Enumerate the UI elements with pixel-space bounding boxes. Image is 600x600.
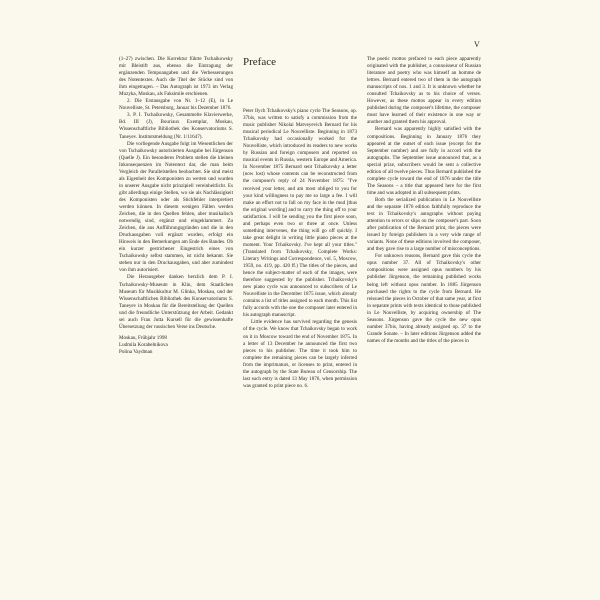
signature-name: Ludmila Korabelnikova (119, 341, 168, 348)
paragraph: Die Herausgeber danken herzlich dem P. I. Tschaikowsky-Museum in Klin, dem Staatlichen Museum für Musikkultur M. Glinka, Moskau, und der Wissenschaftlichen Bibliothek des Konservatoriums S. Taneyev in Moskau für die Bereitstellung der Quellen und die freundliche Unterstützung der Arbeit. Gedankt sei auch Frau Jutta Kursell für die gewissenhafte Übersetzung der russischen Verse ins Deutsche. (119, 274, 233, 330)
paragraph: The poetic mottos prefaced to each piece apparently originated with the publisher, a connoisseur of Russian literature and poetry who was himself an homme de lettres. Bernard entered two of them in the autograph manuscripts of nos. 1 and 3. It is unknown whether he consulted Tchaikovsky as to his choice of verses. However, as these mottos appear in every edition published during the composer's lifetime, the composer must have learned of their existence in one way or another and granted them his approval. (367, 56, 481, 126)
preface-heading: Preface (243, 56, 276, 68)
signature-block (119, 335, 233, 356)
signature-place-date: Moskau, Frühjahr 1998 (119, 334, 167, 341)
paragraph: For unknown reasons, Bernard gave this cycle the opus number 37. All of Tchaikovsky's other compositions were assigned opus numbers by his publisher Jürgenson, the remaining published works being left without opus number. In 1885 Jürgenson purchased the rights to the cycle from Bernard. He reissued the pieces in October of that same year, at first in separate prints with texts identical to those published in Le Nouvelliste, by acquiring ownership of The Seasons. Jürgenson gave the cycle the new opus number 37bis, having already assigned op. 37 to the Grande Sonate. – In later editions Jürgenson added the names of the months and the titles of the pieces in (367, 253, 481, 344)
paragraph: (1–27) zwischen. Die Korrektur führte Tschaikowsky mit Bleistift aus, ebenso die Eintragung der ergänzenden Tempoangaben und die Verbesserungen des Notentextes. Auch die Titel der Stücke sind von ihm eingetragen. – Das Autograph ist 1973 im Verlag Muzyka, Moskau, als Faksimile erschienen. (119, 56, 233, 98)
preface-column-1 (243, 108, 357, 390)
page-number: V (474, 40, 481, 49)
paragraph: Die vorliegende Ausgabe folgt im Wesentlichen der von Tschaikowsky autorisierten Ausgabe bei Jürgenson (Quelle J). Ein besonderes Problem stellen die kleinen Inkonsequenzen im Notentext dar, die man beim Vergleich der Parallelstellen beobachtet. Sie sind meist als Eigenheit des Komponisten zu werten und wurden in unserer Ausgabe nicht prinzipiell vereinheitlicht. Es gibt allerdings einige Stellen, wo sie als Nachlässigkeit des Komponisten oder als Stichfehler interpretiert werden können. In diesem wenigen Fällen werden Zeichen, die in den Quellen fehlen, aber musikalisch notwendig sind, ergänzt und eingeklammert. Zu Zeichen, die aus Aufführungsgründen und die in den Druckausgaben voll ergänzt wurden, erfolgt ein Hinweis in den Bemerkungen am Ende des Bandes. Ob ein kurzer gestrichener Eingestrich eines von Tschaikowsky selbst stammen, ist nicht bekannt. Sie stehen nur in den Druckausgaben, und aber zumindest von ihm autorisiert. (119, 140, 233, 274)
paragraph: 2. Die Erstausgabe von Nr. 1–12 (E), in Le Nouvelliste, St. Petersburg, Januar bis Dezember 1876. (119, 98, 233, 112)
paragraph: Little evidence has survived regarding the genesis of the cycle. We know that Tchaikovsky began to work on it in Moscow toward the end of November 1875. In a letter of 13 December he announced the first two pieces to his publisher. The time it took him to complete the remaining pieces can be largely inferred from the imprimaturs, or licenses to print, entered in the autograph by the State Bureau of Censorship. The last such entry is dated 13 May 1876, when permission was granted to print piece no. 6. (243, 319, 357, 389)
preface-column-2 (367, 56, 481, 345)
paragraph: Both the serialized publication in Le Nouvelliste and the separate 1876 edition faithfully reproduce the text in Tchaikovsky's autographs without paying attention to errors or slips on the composer's part. Soon after publication of the Bernard print, the pieces were issued by foreign publishers in a very wide range of variants. None of these editions involved the composer, and they gave rise to a large number of misconceptions. (367, 196, 481, 253)
paragraph: 3. P. I. Tschaikowsky, Gesammelte Klavierwerke, Bd. III (J), Bouriaux Exemplar, Moskau, Wissenschaftliche Bibliothek des Konservatoriums S. Taneyev. Institutsmeldung (Nr. 1/11647). (119, 112, 233, 140)
paragraph: Peter Ilych Tchaikovsky's piano cycle The Seasons, op. 37bis, was written to satisfy a commission from the music publisher Nikolai Matveyevich Bernard for his musical periodical Le Nouvelliste. Beginning in 1873 Tchaikovsky had occasionally worked for the Nouvelliste, which introduced its readers to new works by Russian and foreign composers and reported on musical events in Russia, western Europe and America. In November 1875 Bernard sent Tchaikovsky a letter (now lost) whose contents can be reconstructed from the composer's reply of 24 November 1875: "I've received your letter, and am most obliged to you for your kind willingness to pay me so large a fee. I will make an effort not to fall on my face in the mud [thus the original wording] and to carry the thing off to your satisfaction. I will be sending you the first piece soon, and perhaps even two or three at once. Unless something intervenes, the thing will go off quickly. I take great delight in writing little piano pieces at the moment. Your Tchaikovsky. I've kept all your titles." (Translated from Tchaikovsky, Complete Works: Literary Writings and Correspondence, vol. 5, Moscow, 1959, no. 419, pp. 420 ff.) The titles of the pieces, and hence the subject-matter of each of the images, were therefore suggested by the publisher. Tchaikovsky's new piano cycle was announced to subscribers of Le Nouvelliste in the December 1875 issue, which already contains a list of titles assigned to each month. This list fully accords with the one the composer later entered in his autograph manuscript. (243, 108, 357, 319)
paragraph: Bernard was apparently highly satisfied with the compositions. Beginning in January 1876 they appeared at the outset of each issue (except for the September number) and are fully in accord with the autographs. The September issue announced that, as a special prize, subscribers would be sent a collective edition of all twelve pieces. Thus Bernard published the complete cycle toward the end of 1876 under the title The Seasons – a title that appeared here for the first time and was adopted in all subsequent prints. (367, 126, 481, 196)
german-postscript-column (119, 56, 233, 356)
signature-name: Polina Vaydman (119, 348, 153, 355)
